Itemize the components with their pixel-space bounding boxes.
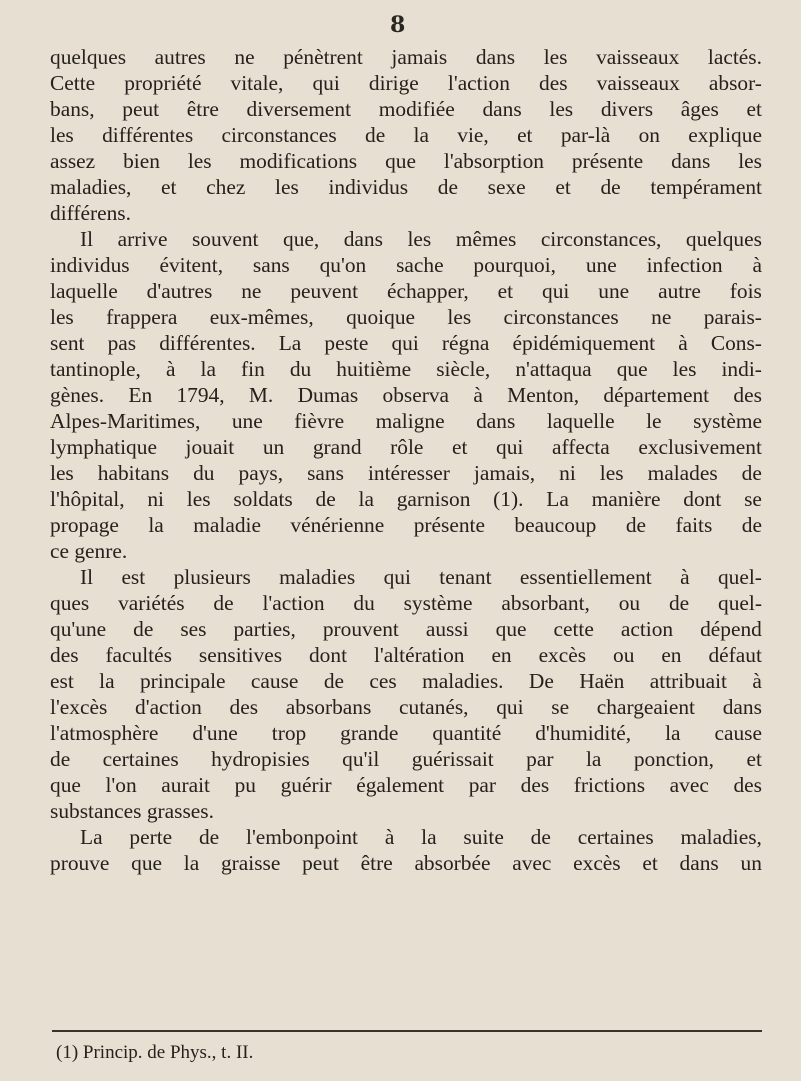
text-line: l'excès d'action des absorbans cutanés, qui se chargeaient dans xyxy=(50,695,762,719)
text-line: les habitans du pays, sans intéresser jamais, ni les malades de xyxy=(50,461,762,485)
text-line: est la principale cause de ces maladies. De Haën attribuait à xyxy=(50,669,762,693)
paragraph-2 xyxy=(50,226,762,564)
text-line: gènes. En 1794, M. Dumas observa à Menton, département des xyxy=(50,383,762,407)
text-line: substances grasses. xyxy=(50,799,214,823)
text-line: individus évitent, sans qu'on sache pourquoi, une infection à xyxy=(50,253,762,277)
page-number: 8 xyxy=(390,12,406,38)
text-line: que l'on aurait pu guérir également par des frictions avec des xyxy=(50,773,762,797)
paragraph-3 xyxy=(50,564,762,824)
text-line: les frappera eux-mêmes, quoique les circonstances ne parais- xyxy=(50,305,762,329)
text-line: différens. xyxy=(50,201,131,225)
text-line: qu'une de ses parties, prouvent aussi que cette action dépend xyxy=(50,617,762,641)
text-line: quelques autres ne pénètrent jamais dans les vaisseaux lactés. xyxy=(50,45,762,69)
text-line: propage la maladie vénérienne présente beaucoup de faits de xyxy=(50,513,762,537)
text-line: lymphatique jouait un grand rôle et qui affecta exclusivement xyxy=(50,435,762,459)
text-line: bans, peut être diversement modifiée dans les divers âges et xyxy=(50,97,762,121)
text-line: Il est plusieurs maladies qui tenant essentiellement à quel- xyxy=(80,565,762,589)
text-line: sent pas différentes. La peste qui régna épidémiquement à Cons- xyxy=(50,331,762,355)
footnote: (1) Princip. de Phys., t. II. xyxy=(56,1042,254,1063)
text-line: Cette propriété vitale, qui dirige l'action des vaisseaux absor- xyxy=(50,71,762,95)
text-line: des facultés sensitives dont l'altération en excès ou en défaut xyxy=(50,643,762,667)
text-line: ques variétés de l'action du système absorbant, ou de quel- xyxy=(50,591,762,615)
text-line: l'atmosphère d'une trop grande quantité d'humidité, la cause xyxy=(50,721,762,745)
text-line: prouve que la graisse peut être absorbée avec excès et dans un xyxy=(50,851,762,875)
footnote-rule xyxy=(52,1030,762,1032)
text-line: ce genre. xyxy=(50,539,128,563)
text-line: assez bien les modifications que l'absorption présente dans les xyxy=(50,149,762,173)
text-line: les différentes circonstances de la vie, et par-là on explique xyxy=(50,123,762,147)
paragraph-1 xyxy=(50,44,762,226)
text-line: tantinople, à la fin du huitième siècle, n'attaqua que les indi- xyxy=(50,357,762,381)
text-line: maladies, et chez les individus de sexe et de tempérament xyxy=(50,175,762,199)
text-line: Il arrive souvent que, dans les mêmes circonstances, quelques xyxy=(80,227,762,251)
paragraph-4 xyxy=(50,824,762,876)
text-line: La perte de l'embonpoint à la suite de certaines maladies, xyxy=(80,825,762,849)
text-line: de certaines hydropisies qu'il guérissait par la ponction, et xyxy=(50,747,762,771)
text-line: laquelle d'autres ne peuvent échapper, et qui une autre fois xyxy=(50,279,762,303)
body-text xyxy=(50,44,762,876)
text-line: Alpes-Maritimes, une fièvre maligne dans laquelle le système xyxy=(50,409,762,433)
text-line: l'hôpital, ni les soldats de la garnison (1). La manière dont se xyxy=(50,487,762,511)
